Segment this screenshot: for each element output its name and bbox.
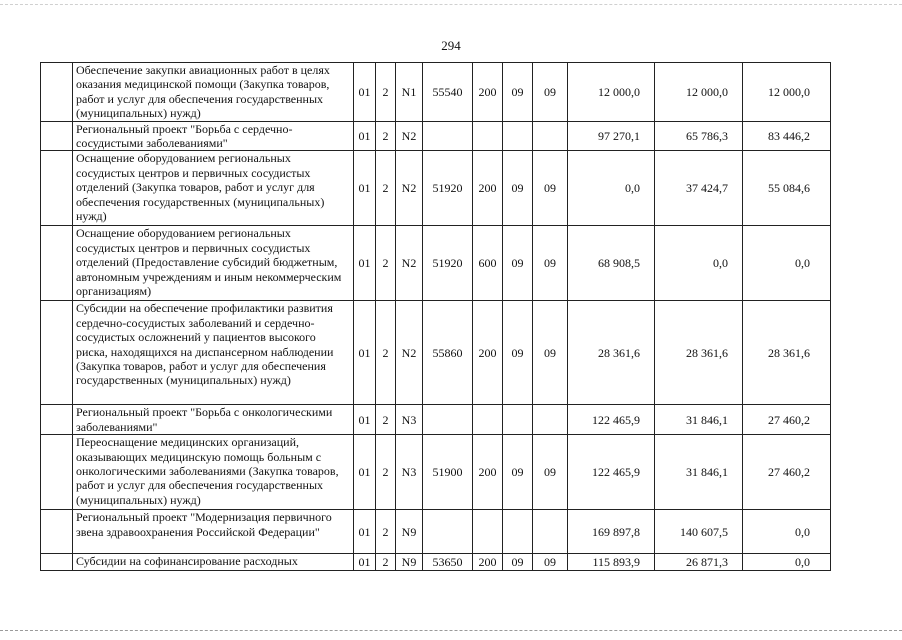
table-row	[41, 121, 831, 151]
row-amount-1: 68 908,5	[568, 226, 655, 301]
row-description: Переоснащение медицинских организаций, оказывающих медицинскую помощь больным с онкологическими заболеваниями (Закупка товаров, работ и услуг для обеспечения государственных (муниципальных) нужд)	[73, 435, 354, 510]
row-code1: 01	[354, 121, 376, 151]
row-code2: 2	[376, 151, 396, 226]
row-section: 09	[503, 63, 533, 122]
row-subsection: 09	[533, 554, 568, 571]
row-section: 09	[503, 226, 533, 301]
row-expense-type: 200	[473, 435, 503, 510]
row-program: N2	[396, 226, 423, 301]
row-code1: 01	[354, 554, 376, 571]
row-amount-1: 122 465,9	[568, 405, 655, 435]
row-amount-2: 12 000,0	[655, 63, 743, 122]
row-amount-1: 0,0	[568, 151, 655, 226]
row-expense-type: 200	[473, 151, 503, 226]
table-row	[41, 435, 831, 510]
row-description: Субсидии на обеспечение профилактики развития сердечно-сосудистых заболеваний и сердечно-сосудистых осложнений у пациентов высокого риска, находящихся на диспансерном наблюдении (Закупка товаров, работ и услуг для обеспечения государственных (муниципальных) нужд)	[73, 301, 354, 405]
row-amount-3: 12 000,0	[743, 63, 831, 122]
row-code2: 2	[376, 554, 396, 571]
row-code2: 2	[376, 301, 396, 405]
row-margin-cell	[41, 405, 73, 435]
row-code1: 01	[354, 510, 376, 554]
row-direction: 51900	[423, 435, 473, 510]
row-code2: 2	[376, 435, 396, 510]
row-code1: 01	[354, 63, 376, 122]
row-direction: 51920	[423, 151, 473, 226]
row-section: 09	[503, 301, 533, 405]
row-margin-cell	[41, 63, 73, 122]
row-amount-2: 31 846,1	[655, 405, 743, 435]
row-expense-type	[473, 510, 503, 554]
row-margin-cell	[41, 151, 73, 226]
row-program: N2	[396, 121, 423, 151]
row-amount-3: 55 084,6	[743, 151, 831, 226]
row-amount-3: 27 460,2	[743, 405, 831, 435]
row-section: 09	[503, 435, 533, 510]
row-description: Оснащение оборудованием региональных сосудистых центров и первичных сосудистых отделений (Предоставление субсидий бюджетным, автономным учреждениям и иным некоммерческим организациям)	[73, 226, 354, 301]
row-direction	[423, 405, 473, 435]
row-expense-type: 200	[473, 554, 503, 571]
row-amount-2: 28 361,6	[655, 301, 743, 405]
row-direction: 55540	[423, 63, 473, 122]
row-amount-3: 27 460,2	[743, 435, 831, 510]
row-amount-3: 0,0	[743, 554, 831, 571]
row-section	[503, 510, 533, 554]
row-section: 09	[503, 151, 533, 226]
row-program: N9	[396, 554, 423, 571]
row-section	[503, 405, 533, 435]
row-expense-type: 200	[473, 63, 503, 122]
row-code1: 01	[354, 226, 376, 301]
row-amount-2: 26 871,3	[655, 554, 743, 571]
table-row	[41, 63, 831, 122]
row-margin-cell	[41, 121, 73, 151]
row-subsection	[533, 405, 568, 435]
row-expense-type	[473, 405, 503, 435]
row-section	[503, 121, 533, 151]
scan-bottom-edge	[0, 630, 902, 631]
row-code2: 2	[376, 226, 396, 301]
row-code1: 01	[354, 435, 376, 510]
row-margin-cell	[41, 226, 73, 301]
row-margin-cell	[41, 510, 73, 554]
row-amount-3: 83 446,2	[743, 121, 831, 151]
table-row	[41, 554, 831, 571]
row-amount-3: 0,0	[743, 510, 831, 554]
row-direction: 55860	[423, 301, 473, 405]
row-code1: 01	[354, 151, 376, 226]
row-amount-2: 37 424,7	[655, 151, 743, 226]
row-expense-type	[473, 121, 503, 151]
row-subsection	[533, 121, 568, 151]
row-subsection: 09	[533, 226, 568, 301]
row-subsection: 09	[533, 435, 568, 510]
budget-table	[40, 62, 831, 571]
row-subsection: 09	[533, 301, 568, 405]
row-amount-2: 31 846,1	[655, 435, 743, 510]
row-description: Обеспечение закупки авиационных работ в целях оказания медицинской помощи (Закупка товаров, работ и услуг для обеспечения государственных (муниципальных) нужд)	[73, 63, 354, 122]
row-description: Региональный проект "Борьба с сердечно-сосудистыми заболеваниями"	[73, 121, 354, 151]
row-direction: 53650	[423, 554, 473, 571]
row-code1: 01	[354, 405, 376, 435]
row-amount-1: 97 270,1	[568, 121, 655, 151]
table-row	[41, 510, 831, 554]
row-amount-1: 115 893,9	[568, 554, 655, 571]
page-number: 294	[441, 38, 461, 53]
row-description: Субсидии на софинансирование расходных	[73, 554, 354, 571]
row-program: N2	[396, 301, 423, 405]
row-direction	[423, 121, 473, 151]
row-amount-3: 28 361,6	[743, 301, 831, 405]
scan-top-edge	[0, 4, 902, 5]
row-amount-2: 140 607,5	[655, 510, 743, 554]
row-amount-1: 169 897,8	[568, 510, 655, 554]
row-program: N1	[396, 63, 423, 122]
row-amount-1: 122 465,9	[568, 435, 655, 510]
row-subsection: 09	[533, 151, 568, 226]
row-margin-cell	[41, 435, 73, 510]
row-amount-1: 12 000,0	[568, 63, 655, 122]
row-amount-3: 0,0	[743, 226, 831, 301]
table-row	[41, 151, 831, 226]
row-program: N9	[396, 510, 423, 554]
row-expense-type: 600	[473, 226, 503, 301]
row-program: N2	[396, 151, 423, 226]
row-description: Региональный проект "Борьба с онкологическими заболеваниями"	[73, 405, 354, 435]
row-program: N3	[396, 405, 423, 435]
row-code1: 01	[354, 301, 376, 405]
row-subsection: 09	[533, 63, 568, 122]
row-code2: 2	[376, 510, 396, 554]
row-program: N3	[396, 435, 423, 510]
row-code2: 2	[376, 63, 396, 122]
row-margin-cell	[41, 554, 73, 571]
row-amount-1: 28 361,6	[568, 301, 655, 405]
row-amount-2: 0,0	[655, 226, 743, 301]
row-direction	[423, 510, 473, 554]
table-row	[41, 405, 831, 435]
row-code2: 2	[376, 405, 396, 435]
table-row	[41, 301, 831, 405]
row-section: 09	[503, 554, 533, 571]
row-amount-2: 65 786,3	[655, 121, 743, 151]
row-description: Оснащение оборудованием региональных сосудистых центров и первичных сосудистых отделений (Закупка товаров, работ и услуг для обеспечения государственных (муниципальных) нужд)	[73, 151, 354, 226]
row-description: Региональный проект "Модернизация первичного звена здравоохранения Российской Федерации"	[73, 510, 354, 554]
row-subsection	[533, 510, 568, 554]
row-expense-type: 200	[473, 301, 503, 405]
row-code2: 2	[376, 121, 396, 151]
table-row	[41, 226, 831, 301]
row-direction: 51920	[423, 226, 473, 301]
row-margin-cell	[41, 301, 73, 405]
